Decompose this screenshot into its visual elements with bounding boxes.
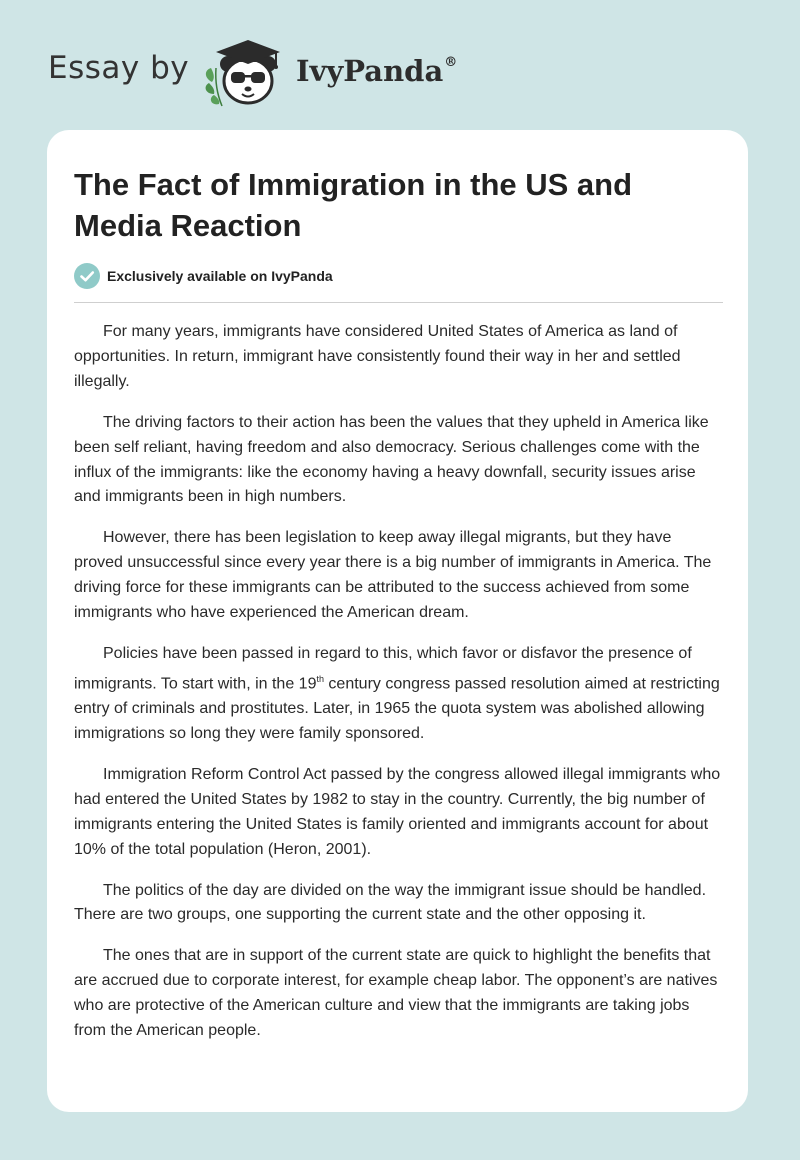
paragraph-4 (74, 642, 724, 747)
paragraph-7: The ones that are in support of the current state are quick to highlight the benefits that are accrued due to corporate interest, for example cheap labor. The opponent’s are natives who are protective of the American culture and view that the immigrants are taking jobs from the American people. (74, 947, 718, 1040)
title-divider (74, 302, 723, 303)
panda-logo-icon[interactable] (198, 34, 294, 110)
paragraph-5: Immigration Reform Control Act passed by the congress allowed illegal immigrants who had entered the United States by 1982 to stay in the country. Currently, the big number of immigrants entering the United States is family oriented and immigrants account for about 10% of the total population (Heron, 2001). (74, 765, 721, 858)
paragraph-4-part-b: century congress passed resolution aimed at restricting entry of criminals and prostitutes. Later, in 1965 the quota system was abolished allowing immigrations so long they were family sponsored. (74, 675, 720, 743)
essay-title: The Fact of Immigration in the US and Media Reaction (74, 167, 633, 243)
brand-name[interactable] (296, 54, 457, 88)
paragraph-4-part-a: Policies have been passed in regard to this, which favor or disfavor the presence of immigrants. To start with, in the 19 (74, 644, 692, 693)
paragraph-1: For many years, immigrants have considered United States of America as land of opportunities. In return, immigrant have consistently found their way in her and settled illegally. (74, 323, 681, 390)
exclusive-badge-label: Exclusively available on IvyPanda (107, 268, 333, 284)
site-header (0, 0, 800, 130)
essay-by-label: Essay by (48, 50, 190, 86)
registered-mark: ® (444, 55, 458, 71)
paragraph-3: However, there has been legislation to keep away illegal migrants, but they have proved unsuccessful since every year there is a big number of immigrants in America. The driving force for these immigrants can be attributed to the success achieved from some immigrants who have experienced the American dream. (74, 529, 712, 622)
check-circle-icon (74, 263, 100, 289)
paragraph-6: The politics of the day are divided on the way the immigrant issue should be handled. There are two groups, one supporting the current state and the other opposing it. (74, 881, 707, 924)
essay-body (74, 320, 724, 1060)
paragraph-2: The driving factors to their action has been the values that they upheld in America like been self reliant, having freedom and also democracy. Serious challenges come with the influx of the immigrants: like the economy having a heavy downfall, security issues arise and immigrants been in high numbers. (74, 413, 709, 506)
brand-name-text: IvyPanda (296, 54, 444, 88)
ordinal-suffix: th (316, 673, 324, 684)
essay-card (47, 130, 748, 1112)
